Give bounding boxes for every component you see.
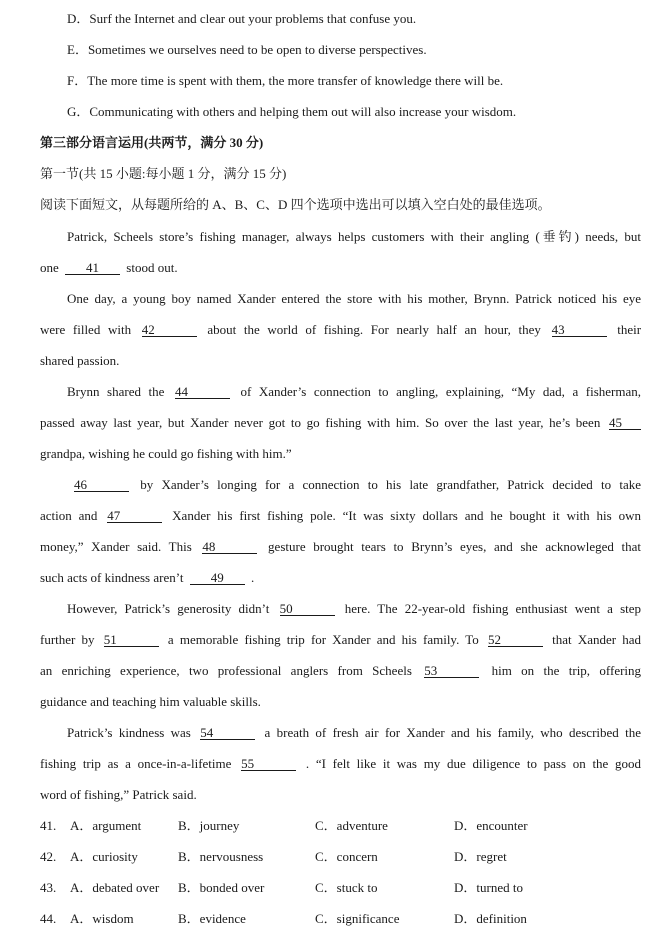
choice-c[interactable]: C．concern (315, 849, 378, 864)
blank-44: 44 (175, 385, 230, 399)
passage-line: were filled with 42 about the world of fishing. For nearly half an hour, they 43 their (40, 322, 642, 337)
passage-line: However, Patrick’s generosity didn’t 50 here. The 22-year-old fishing enthusiast went a step (67, 601, 642, 616)
section-instruction: 阅读下面短文，从每题所给的 A、B、C、D 四个选项中选出可以填入空白处的最佳选项。 (40, 197, 551, 212)
choice-a[interactable]: A．argument (70, 818, 142, 833)
passage-line: word of fishing,” Patrick said. (40, 787, 197, 802)
choice-a[interactable]: A．debated over (70, 880, 160, 895)
passage-line: action and 47 Xander his first fishing pole. “It was sixty dollars and he bought it with his own (40, 508, 641, 523)
question-number: 41. (40, 818, 57, 833)
blank-55: 55 (241, 757, 296, 771)
choice-d[interactable]: D．turned to (454, 880, 523, 895)
choice-c[interactable]: C．significance (315, 911, 400, 926)
passage-line: guidance and teaching him valuable skills. (40, 694, 261, 709)
passage-line: One day, a young boy named Xander entered the store with his mother, Brynn. Patrick noticed his eye (67, 291, 641, 306)
blank-46: 46 (74, 478, 129, 492)
blank-43: 43 (552, 323, 607, 337)
passage-line: one 41 stood out. (40, 260, 178, 275)
section-subtitle: 第一节(共 15 小题:每小题 1 分，满分 15 分) (40, 166, 287, 181)
question-number: 44. (40, 911, 57, 926)
question-number: 42. (40, 849, 57, 864)
passage-line: shared passion. (40, 353, 120, 368)
blank-53: 53 (424, 664, 479, 678)
passage-line: passed away last year, but Xander never got to go fishing with him. So over the last year, he’s been 45 (40, 415, 641, 431)
passage-line: further by 51 a memorable fishing trip for Xander and his family. To 52 that Xander had (40, 632, 642, 647)
choice-b[interactable]: B．journey (178, 818, 240, 833)
section-title: 第三部分语言运用(共两节，满分 30 分) (40, 135, 264, 150)
passage-line: money,” Xander said. This 48 gesture brought tears to Brynn’s eyes, and she acknowleged that (40, 539, 642, 554)
blank-54: 54 (200, 726, 255, 740)
blank-42: 42 (142, 323, 197, 337)
choice-d[interactable]: D．regret (454, 849, 507, 864)
option-d: D．Surf the Internet and clear out your problems that confuse you. (67, 11, 417, 26)
blank-49: 49 (190, 571, 245, 585)
blank-41: 41 (65, 261, 120, 275)
passage-line: Patrick’s kindness was 54 a breath of fresh air for Xander and his family, who described the (67, 725, 642, 740)
blank-47: 47 (107, 509, 162, 523)
passage-line: 46 by Xander’s longing for a connection to his late grandfather, Patrick decided to take (74, 477, 641, 492)
choice-c[interactable]: C．stuck to (315, 880, 378, 895)
passage-line: an enriching experience, two professional anglers from Scheels 53 him on the trip, offering (40, 663, 642, 678)
blank-48: 48 (202, 540, 257, 554)
choice-c[interactable]: C．adventure (315, 818, 388, 833)
option-e: E．Sometimes we ourselves need to be open to diverse perspectives. (67, 42, 427, 57)
blank-45: 45 (609, 416, 641, 430)
blank-50: 50 (280, 602, 335, 616)
choice-a[interactable]: A．wisdom (70, 911, 134, 926)
option-g: G．Communicating with others and helping them out will also increase your wisdom. (67, 104, 517, 119)
choice-b[interactable]: B．evidence (178, 911, 246, 926)
question-number: 43. (40, 880, 57, 895)
blank-51: 51 (104, 633, 159, 647)
choice-b[interactable]: B．nervousness (178, 849, 264, 864)
choice-d[interactable]: D．encounter (454, 818, 528, 833)
option-f: F．The more time is spent with them, the more transfer of knowledge there will be. (67, 73, 504, 88)
choice-a[interactable]: A．curiosity (70, 849, 138, 864)
passage-line: grandpa, wishing he could go fishing with him.” (40, 446, 292, 461)
choice-d[interactable]: D．definition (454, 911, 527, 926)
choice-b[interactable]: B．bonded over (178, 880, 265, 895)
passage-line: Patrick, Scheels store’s fishing manager, always helps customers with their angling (垂钓) needs, but (67, 229, 641, 244)
passage-line: fishing trip as a once-in-a-lifetime 55 . “I felt like it was my due diligence to pass on the good (40, 756, 642, 771)
blank-52: 52 (488, 633, 543, 647)
passage-line: Brynn shared the 44 of Xander’s connection to angling, explaining, “My dad, a fisherman, (67, 384, 642, 399)
passage-line: such acts of kindness aren’t 49 . (40, 570, 255, 585)
